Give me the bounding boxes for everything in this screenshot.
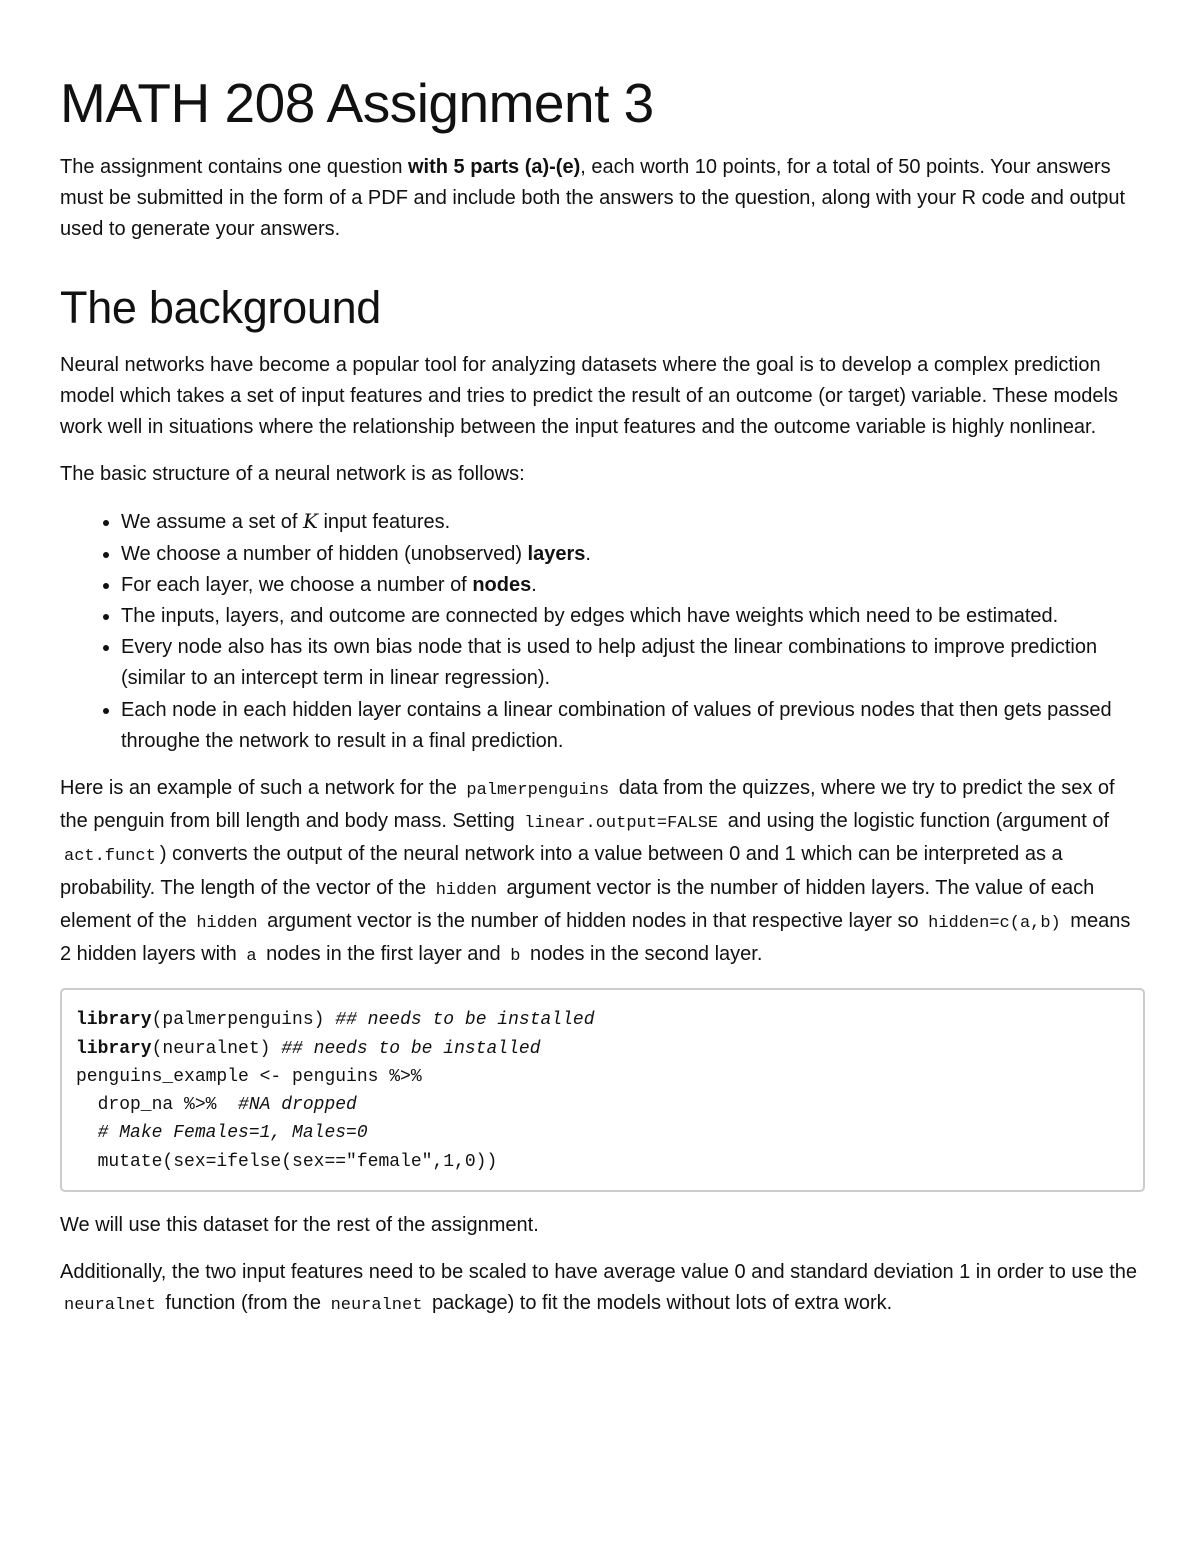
dataset-note-paragraph: We will use this dataset for the rest of the assignment. [60,1214,539,1237]
list-item-text: We assume a set of [121,511,303,534]
code-text: (neuralnet) [151,1038,282,1059]
inline-code: a [246,947,257,967]
list-item: • The inputs, layers, and outcome are connected by edges which have weights which need to be estimated. [121,601,1145,632]
list-item-text: We choose a number of hidden (unobserved) [121,542,528,565]
code-text: drop_na %>% [76,1095,239,1116]
code-comment: ## needs to be installed [281,1038,541,1059]
inline-code: linear.output=FALSE [524,814,719,834]
structure-list [60,506,1145,757]
page-title: MATH 208 Assignment 3 [60,72,654,134]
code-block[interactable] [60,988,1145,1192]
inline-code: hidden [435,880,497,900]
inline-code: palmerpenguins [466,781,610,801]
list-item-text: input features. [317,511,451,534]
code-line: penguins_example <- penguins %>% [76,1066,422,1087]
list-item-text: For each layer, we choose a number of [121,573,473,596]
code-comment: # Make Females=1, Males=0 [97,1123,368,1144]
list-item-bold: layers [527,542,586,565]
inline-code: neuralnet [64,1296,156,1316]
example-text: ) converts the output of the neural network into a value between 0 and 1 which can be interpreted as a probability. The length of the vector of the [60,843,1063,899]
list-item-text: . [531,573,537,596]
document-page [60,70,1145,1338]
inline-code: act.funct [64,847,156,867]
code-line [76,1006,1129,1034]
example-text: Here is an example of such a network for the [60,777,463,800]
code-text: (palmerpenguins) [151,1010,336,1031]
code-line: mutate(sex=ifelse(sex=="female",1,0)) [76,1151,498,1172]
scaling-text: function (from the [159,1292,327,1315]
background-paragraph: Neural networks have become a popular tool for analyzing datasets where the goal is to develop a complex prediction model which takes a set of input features and tries to predict the result of an outcome (or target) variable. These models work well in situations where the relationship between the input features and the outcome variable is highly nonlinear. [60,353,1118,439]
code-line [76,1119,1129,1147]
inline-code: hidden=c(a,b) [928,913,1061,933]
code-line [76,1035,1129,1063]
inline-code: hidden [196,913,258,933]
example-text: nodes in the second layer. [524,943,763,966]
example-text: and using the logistic function (argument of [722,810,1110,833]
list-item-bold: nodes [472,573,532,596]
list-item [121,570,1145,601]
example-paragraph [60,773,1145,972]
list-item-text: . [585,542,591,565]
code-keyword: library [76,1038,152,1059]
list-item [121,539,1145,570]
inline-code: b [510,947,521,967]
code-line [76,1091,1129,1119]
intro-bold-text: with 5 parts (a)-(e) [408,156,581,178]
example-text: argument vector is the number of hidden layers. The value of each element of the [60,876,1095,932]
example-text: nodes in the first layer and [260,943,507,966]
example-text: means 2 hidden layers with [60,909,1131,966]
intro-text: The assignment contains one question [60,156,408,178]
math-variable-k: K [302,509,318,534]
code-indent [76,1123,98,1143]
example-text: data from the quizzes, where we try to predict the sex of the penguin from bill length and body mass. Setting [60,777,1115,833]
example-text: argument vector is the number of hidden nodes in that respective layer so [261,909,925,932]
scaling-text: package) to fit the models without lots of extra work. [426,1292,893,1315]
structure-intro-paragraph: The basic structure of a neural network is as follows: [60,463,525,486]
scaling-paragraph [60,1257,1145,1321]
code-keyword: library [76,1010,152,1031]
scaling-text: Additionally, the two input features need to be scaled to have average value 0 and standard deviation 1 in order to use the [60,1261,1138,1284]
code-comment: #NA dropped [238,1095,357,1116]
inline-code: neuralnet [330,1296,423,1316]
section-heading-background: The background [60,281,382,333]
list-item [121,506,1145,538]
list-item: • Every node also has its own bias node that is used to help adjust the linear combinations to improve prediction (similar to an intercept term in linear regression). [121,632,1145,694]
list-item: • Each node in each hidden layer contains a linear combination of values of previous nodes that then gets passed throughe the network to result in a final prediction. [121,695,1145,757]
code-comment: ## needs to be installed [335,1010,595,1031]
intro-text-end: , each worth 10 points, for a total of 50 points. Your answers must be submitted in the form of a PDF and include both the answers to the question, along with your R code and output used to generate your answers. [60,156,1126,241]
intro-paragraph [60,152,1145,246]
